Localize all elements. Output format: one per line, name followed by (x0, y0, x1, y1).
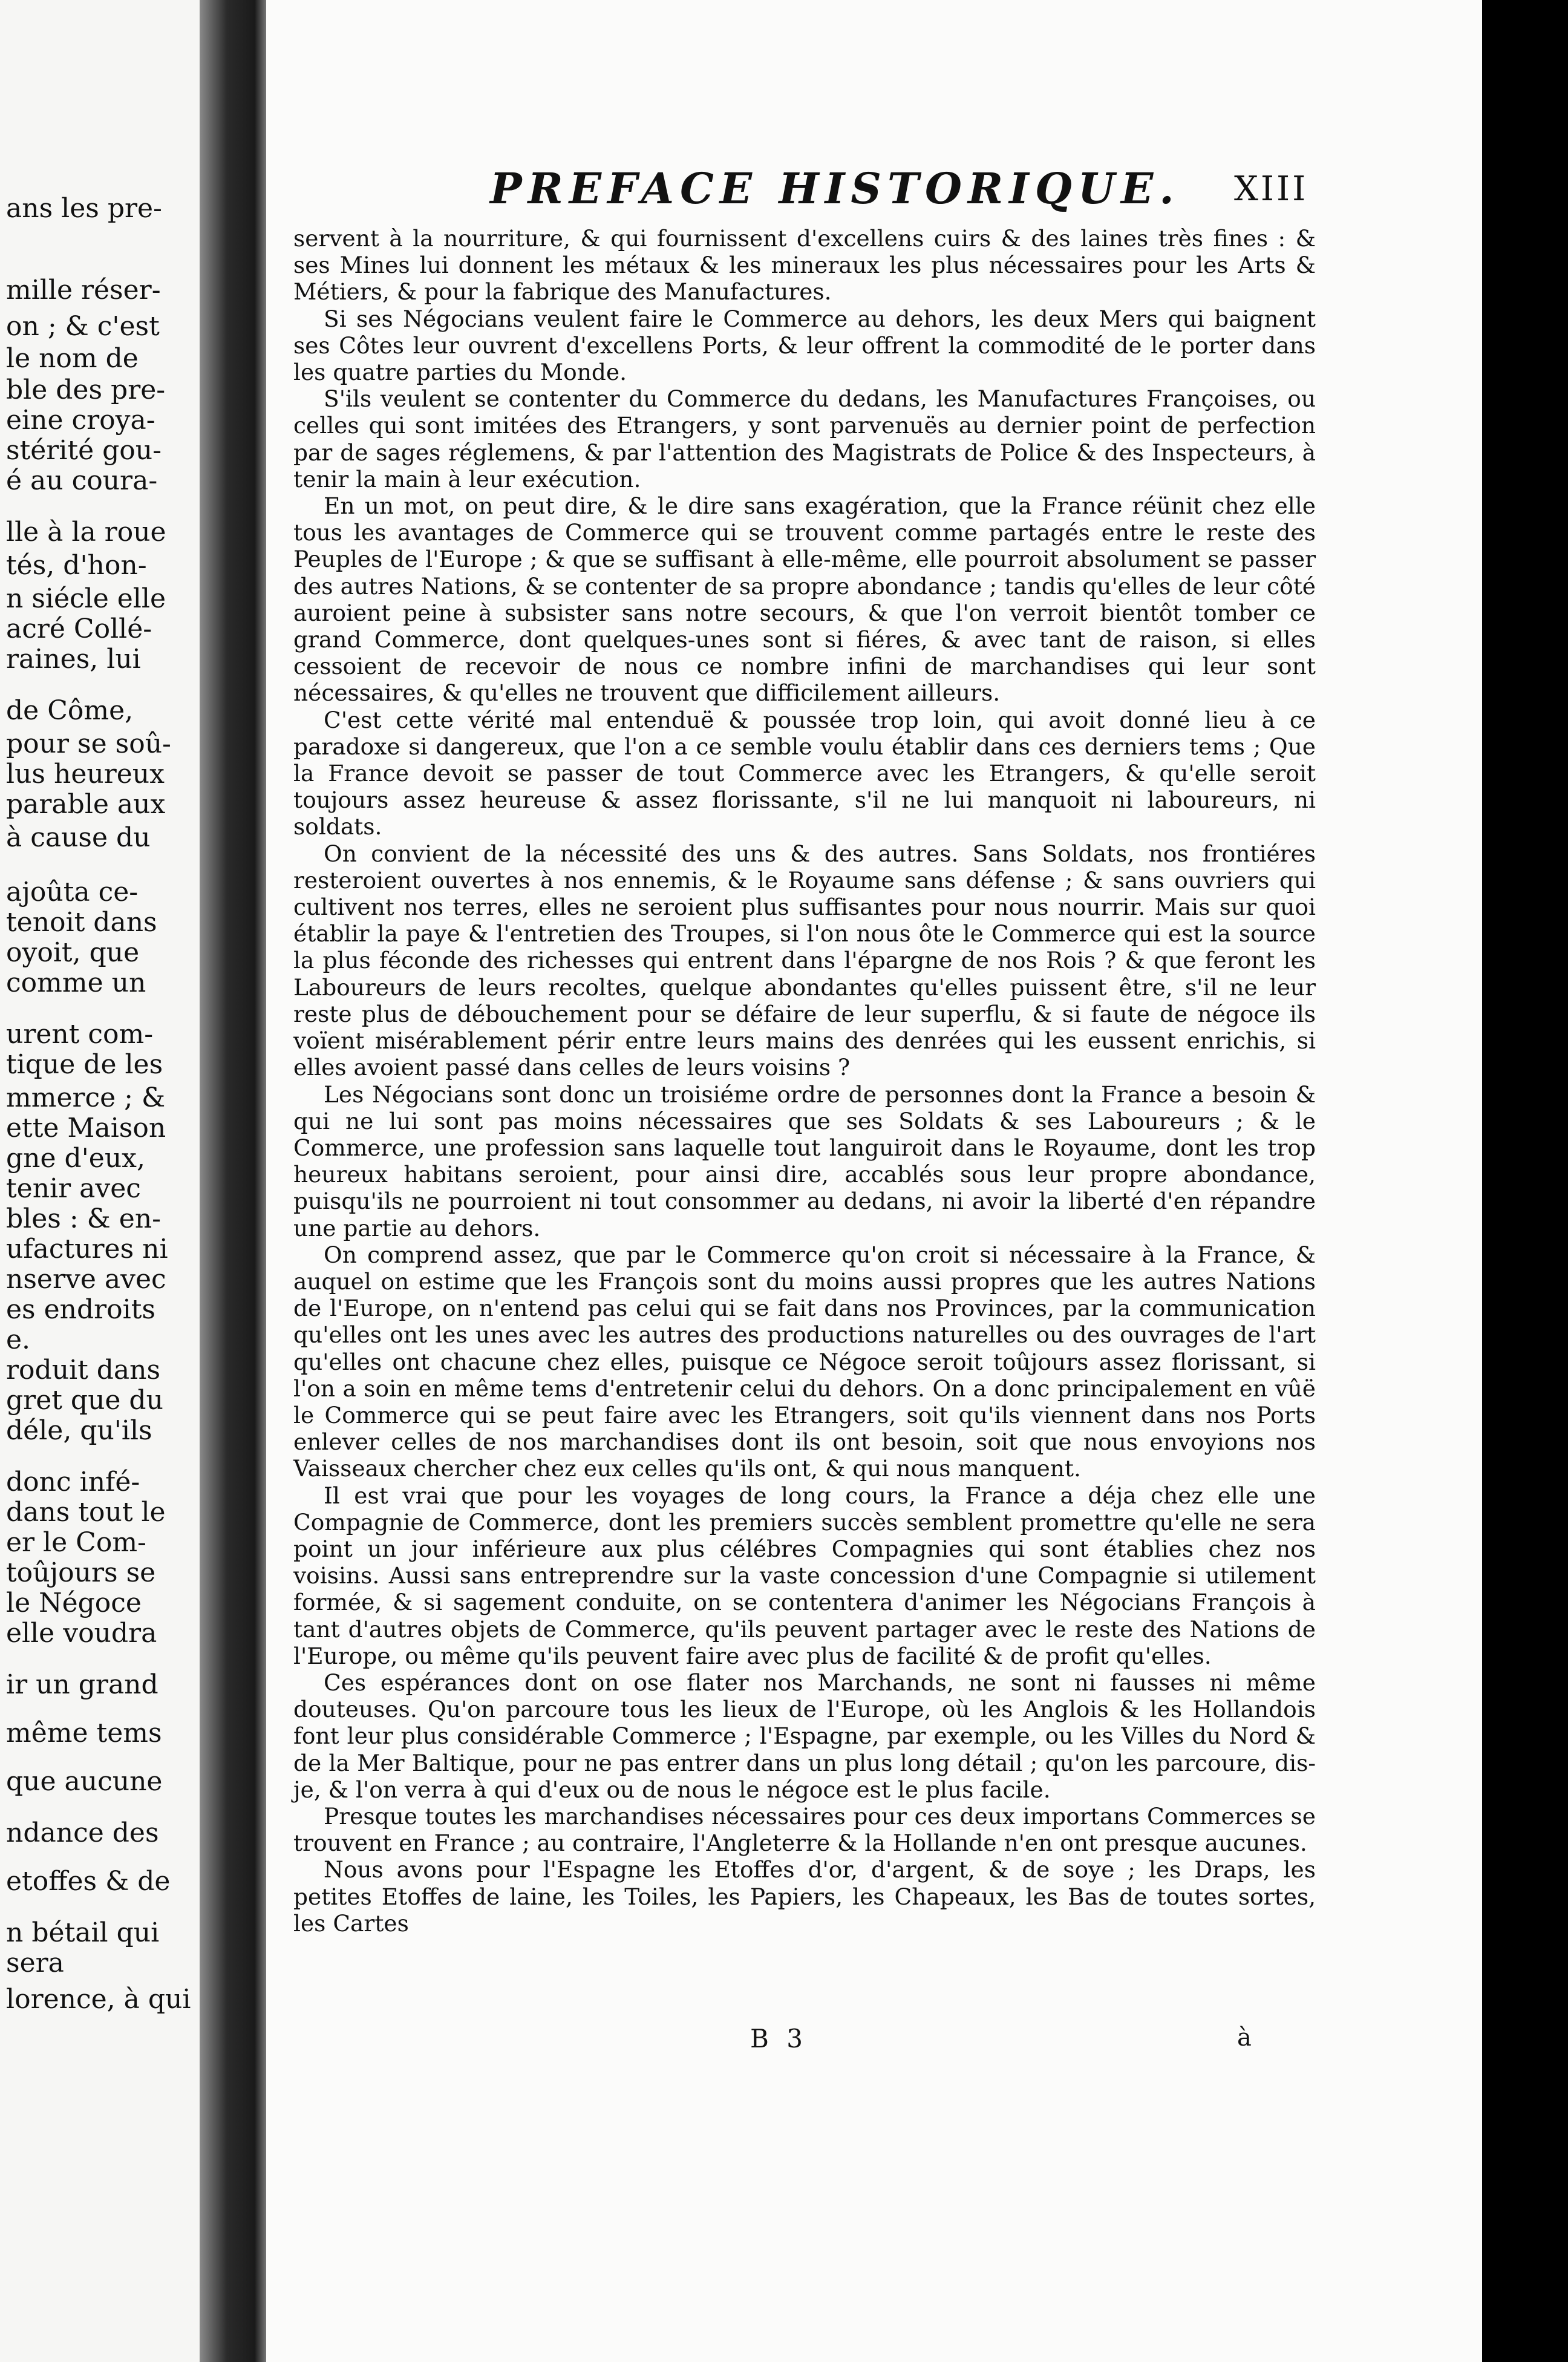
facing-page-line: déle, qu'ils (6, 1415, 152, 1446)
catchword: à (1237, 2024, 1252, 2052)
facing-page-line: nserve avec (6, 1264, 166, 1295)
facing-page-line: ble des pre- (6, 375, 166, 405)
signature-mark: B 3 (750, 2024, 808, 2053)
page-number: XIII (1234, 169, 1308, 209)
facing-page-line: donc infé- (6, 1467, 140, 1497)
facing-page-line: etoffes & de (6, 1866, 171, 1897)
facing-page-line: es endroits (6, 1294, 156, 1325)
facing-page-line: mmerce ; & (6, 1082, 166, 1113)
facing-page-line: ette Maison (6, 1113, 166, 1143)
facing-page-line: tés, d'hon- (6, 550, 147, 581)
facing-page-fragment (0, 0, 200, 2362)
facing-page-line: comme un (6, 967, 146, 998)
paragraph: On convient de la nécessité des uns & des autres. Sans Soldats, nos frontiéres resteroient ouvertes à nos ennemis, & le Royaume sans défense ; & sans ouvriers qui cultivent nos terres, elles ne seroient plus suffisantes pour nous nourrir. Mais sur quoi établir la paye & l'entretien des Troupes, si l'on nous ôte le Commerce qui est la source la plus féconde des richesses qui entrent dans l'épargne de nos Rois ? & que feront les Laboureurs de leurs recoltes, quelque abondantes qu'elles puissent être, s'il ne leur reste plus de débouchement pour se défaire de leur superflu, & si faute de négoce ils voïent misérablement périr entre leurs mains des denrées qui les eussent enrichis, si elles avoient passé dans celles de leurs voisins ? (293, 840, 1316, 1081)
facing-page-line: gne d'eux, (6, 1143, 145, 1174)
facing-page-line: gret que du (6, 1385, 163, 1416)
book-page (266, 0, 1482, 2362)
paragraph: Presque toutes les marchandises nécessaires pour ces deux importans Commerces se trouvent en France ; au contraire, l'Angleterre & la Hollande n'en ont presque aucunes. (293, 1802, 1316, 1857)
facing-page-line: raines, lui (6, 644, 141, 675)
scan-border (1482, 0, 1568, 2362)
facing-page-line: e. (6, 1324, 31, 1355)
facing-page-line: tenoit dans (6, 907, 157, 938)
page-body (293, 225, 1316, 1937)
paragraph: C'est cette vérité mal entenduë & poussée trop loin, qui avoit donné lieu à ce paradoxe si dangereux, que l'on a ce semble voulu établir dans ces derniers tems ; Que la France devoit se passer de tout Commerce avec les Etrangers, & qu'elle seroit toujours assez heureuse & assez florissante, s'il ne lui manquoit ni laboureurs, ni soldats. (293, 706, 1316, 840)
facing-page-line: n bétail qui (6, 1917, 160, 1948)
facing-page-line: lus heureux (6, 759, 165, 790)
paragraph: S'ils veulent se contenter du Commerce du dedans, les Manufactures Françoises, ou celles qui sont imitées des Etrangers, y sont parvenuës au dernier point de perfection par de sages réglemens, & par l'attention des Magistrats de Police & des Inspecteurs, à tenir la main à leur exécution. (293, 385, 1316, 492)
facing-page-line: pour se soû- (6, 728, 171, 759)
facing-page-line: à cause du (6, 822, 151, 853)
facing-page-line: acré Collé- (6, 613, 152, 644)
facing-page-line: tenir avec (6, 1173, 141, 1204)
paragraph: Les Négocians sont donc un troisiéme ordre de personnes dont la France a besoin & qui ne lui sont pas moins nécessaires que ses Soldats & ses Laboureurs ; & le Commerce, une profession sans laquelle tout languiroit dans le Royaume, dont les trop heureux habitans seroient, pour ainsi dire, accablés sous leur propre abondance, puisqu'ils ne pourroient ni tout consommer au dedans, ni avoir la liberté d'en répandre une partie au dehors. (293, 1081, 1316, 1242)
facing-page-line: lorence, à qui (6, 1984, 191, 2015)
facing-page-line: de Côme, (6, 695, 134, 726)
facing-page-line: ir un grand (6, 1669, 158, 1700)
facing-page-line: ufactures ni (6, 1234, 168, 1264)
facing-page-line: eine croya- (6, 405, 155, 436)
facing-page-line: on ; & c'est (6, 311, 160, 342)
facing-page-line: sera (6, 1948, 64, 1978)
running-title: PREFACE HISTORIQUE. (490, 163, 1180, 214)
facing-page-line: dans tout le (6, 1497, 166, 1528)
paragraph: servent à la nourriture, & qui fournissent d'excellens cuirs & des laines très fines : & ses Mines lui donnent les métaux & les mineraux les plus nécessaires pour les Arts & Métiers, & pour la fabrique des Manufactures. (293, 225, 1316, 306)
facing-page-line: er le Com- (6, 1527, 146, 1558)
facing-page-line: le nom de (6, 343, 139, 374)
paragraph: Si ses Négocians veulent faire le Commerce au dehors, les deux Mers qui baignent ses Côtes leur ouvrent d'excellens Ports, & leur offrent la commodité de le porter dans les quatre parties du Monde. (293, 305, 1316, 386)
facing-page-line: roduit dans (6, 1355, 161, 1385)
facing-page-line: é au coura- (6, 465, 158, 496)
facing-page-line: oyoit, que (6, 937, 140, 968)
facing-page-line: elle voudra (6, 1618, 157, 1649)
paragraph: On comprend assez, que par le Commerce qu'on croit si nécessaire à la France, & auquel on estime que les François sont du moins aussi propres que les autres Nations de l'Europe, on n'entend pas celui qui se fait dans nos Provinces, par la communication qu'elles ont les unes avec les autres des productions naturelles ou des ouvrages de l'art qu'elles ont chacune chez elles, puisque ce Négoce seroit toûjours assez florissant, si l'on a soin en même tems d'entretenir celui du dehors. On a donc principalement en vûë le Commerce qui se peut faire avec les Etrangers, soit qu'ils viennent dans nos Ports enlever celles de nos marchandises dont ils ont besoin, soit que nous envoyions nos Vaisseaux chercher chez eux celles qu'ils ont, & qui nous manquent. (293, 1241, 1316, 1482)
facing-page-line: que aucune (6, 1766, 163, 1797)
facing-page-line: n siécle elle (6, 583, 166, 614)
facing-page-line: bles : & en- (6, 1203, 162, 1234)
facing-page-line: urent com- (6, 1019, 154, 1050)
paragraph: Ces espérances dont on ose flater nos Marchands, ne sont ni fausses ni même douteuses. Qu'on parcoure tous les lieux de l'Europe, où les Anglois & les Hollandois font leur plus considérable Commerce ; l'Espagne, par exemple, ou les Villes du Nord & de la Mer Baltique, pour ne pas entrer dans un plus long détail ; qu'on les parcoure, dis-je, & l'on verra à qui d'eux ou de nous le négoce est le plus facile. (293, 1669, 1316, 1803)
facing-page-line: parable aux (6, 789, 166, 820)
page-header (266, 163, 1482, 218)
facing-page-line: mille réser- (6, 275, 161, 306)
paragraph: En un mot, on peut dire, & le dire sans exagération, que la France réünit chez elle tous les avantages de Commerce qui se trouvent comme partagés entre le reste des Peuples de l'Europe ; & que se suffisant à elle-même, elle pourroit absolument se passer des autres Nations, & se contenter de sa propre abondance ; tandis qu'elles de leur côté auroient peine à subsister sans notre secours, & que l'on verroit bientôt tomber ce grand Commerce, dont quelques-unes sont si fiéres, & avec tant de raison, si elles cessoient de recevoir de nous ce nombre infini de marchandises qui leur sont nécessaires, & qu'elles ne trouvent que difficilement ailleurs. (293, 492, 1316, 707)
facing-page-line: toûjours se (6, 1557, 156, 1588)
facing-page-line: tique de les (6, 1049, 163, 1080)
paragraph: Il est vrai que pour les voyages de long cours, la France a déja chez elle une Compagnie de Commerce, dont les premiers succès semblent promettre qu'elle ne sera point un jour inférieure aux plus célébres Compagnies qui sont établies chez nos voisins. Aussi sans entreprendre sur la vaste concession d'une Compagnie si utilement formée, & si sagement conduite, on se contentera d'animer les Négocians François à tant d'autres objets de Commerce, qu'ils peuvent partager avec le reste des Nations de l'Europe, ou même qu'ils peuvent faire avec plus de facilité & de profit qu'elles. (293, 1482, 1316, 1669)
facing-page-line: lle à la roue (6, 517, 166, 548)
facing-page-line: même tems (6, 1718, 162, 1749)
paragraph: Nous avons pour l'Espagne les Etoffes d'or, d'argent, & de soye ; les Draps, les petites Etoffes de laine, les Toiles, les Papiers, les Chapeaux, les Bas de toutes sortes, les Cartes (293, 1856, 1316, 1937)
facing-page-line: ajoûta ce- (6, 877, 139, 908)
facing-page-line: ans les pre- (6, 193, 162, 224)
facing-page-line: stérité gou- (6, 435, 162, 466)
facing-page-line: le Négoce (6, 1588, 142, 1618)
facing-page-line: ndance des (6, 1817, 159, 1848)
